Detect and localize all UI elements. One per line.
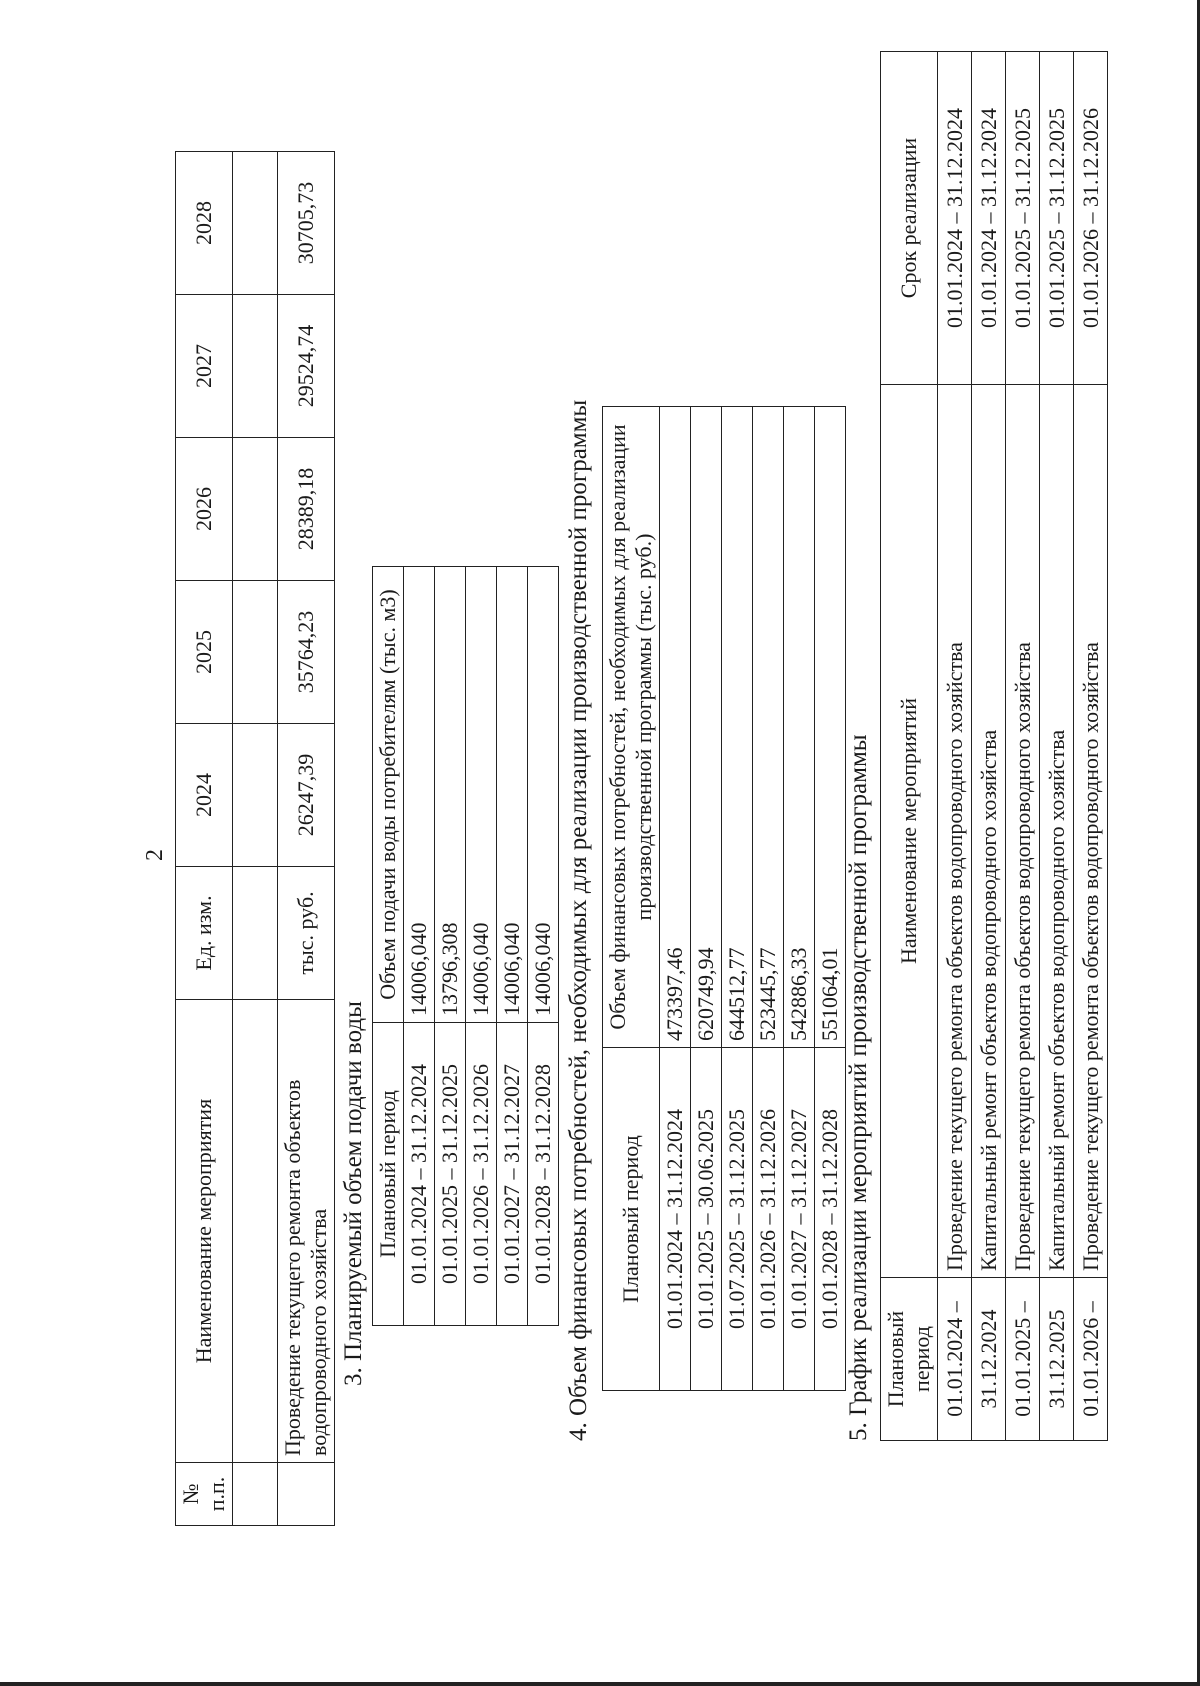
col-planned-period: Плановый период xyxy=(603,1048,660,1391)
table-row: 01.01.2025 – 30.06.2025 620749,94 xyxy=(691,407,722,1391)
activities-table xyxy=(175,151,335,1526)
table-row: 01.01.2025 – 31.12.2025 13796,308 xyxy=(435,567,466,1326)
water-supply-header-row xyxy=(373,567,404,1326)
value-2024: 26247,39 xyxy=(278,724,335,867)
table-row: 01.01.2028 – 31.12.2028 14006,040 xyxy=(528,567,559,1326)
value-2025: 35764,23 xyxy=(278,581,335,724)
table-row: 01.01.2028 – 31.12.2028 551064,01 xyxy=(815,407,846,1391)
water-supply-table xyxy=(372,566,559,1326)
period-start: 01.01.2026 – xyxy=(1074,1278,1108,1441)
page-number: 2 xyxy=(142,849,168,861)
value-2028: 30705,73 xyxy=(278,152,335,295)
table-row: 01.01.2025 – Проведение текущего ремонта объектов водопроводного хозяйства 01.01.2025 – 31.12.2025 xyxy=(1006,52,1040,1441)
col-year-2024: 2024 xyxy=(176,724,233,867)
activities-spacer-row xyxy=(233,152,278,1526)
col-year-2028: 2028 xyxy=(176,152,233,295)
table-row: 01.01.2026 – 31.12.2026 14006,040 xyxy=(466,567,497,1326)
table-row: 31.12.2024 Капитальный ремонт объектов водопроводного хозяйства 01.01.2024 – 31.12.2024 xyxy=(972,52,1006,1441)
table-row: 01.01.2027 – 31.12.2027 542886,33 xyxy=(784,407,815,1391)
schedule-table xyxy=(880,51,1108,1441)
value-2026: 28389,18 xyxy=(278,438,335,581)
section-5-title: 5. График реализации мероприятий производственной программы xyxy=(845,734,872,1441)
financial-needs-table xyxy=(602,406,846,1391)
table-row: 01.01.2024 – 31.12.2024 14006,040 xyxy=(404,567,435,1326)
col-planned-period: Плановый период xyxy=(881,1278,938,1441)
col-financial-volume: Объем финансовых потребностей, необходимых для реализации производственной программы (тыс. руб.) xyxy=(603,407,660,1048)
period-end: 31.12.2025 xyxy=(1040,1278,1074,1441)
activity-unit: тыс. руб. xyxy=(278,867,335,1000)
col-year-2026: 2026 xyxy=(176,438,233,581)
period-start: 01.01.2024 – xyxy=(938,1278,972,1441)
table-row: 01.07.2025 – 31.12.2025 644512,77 xyxy=(722,407,753,1391)
section-3-title: 3. Планируемый объем подачи воды xyxy=(340,1001,367,1386)
activity-name: Проведение текущего ремонта объектов водопроводного хозяйства xyxy=(278,1000,335,1463)
col-supply-volume: Объем подачи воды потребителям (тыс. м3) xyxy=(373,567,404,1023)
table-row: 01.01.2027 – 31.12.2027 14006,040 xyxy=(497,567,528,1326)
col-activity-name: Наименование мероприятия xyxy=(176,1000,233,1463)
col-term: Срок реализации xyxy=(881,52,938,385)
col-year-2025: 2025 xyxy=(176,581,233,724)
section-4-title: 4. Объем финансовых потребностей, необходимых для реализации производственной программы xyxy=(565,399,592,1441)
table-row xyxy=(278,152,335,1526)
activities-header-row xyxy=(176,152,233,1526)
col-activities: Наименование мероприятий xyxy=(881,385,938,1278)
table-row: 01.01.2024 – 31.12.2024 473397,46 xyxy=(660,407,691,1391)
col-unit: Ед. изм. xyxy=(176,867,233,1000)
period-end: 31.12.2024 xyxy=(972,1278,1006,1441)
table-row: 01.01.2026 – 31.12.2026 523445,77 xyxy=(753,407,784,1391)
col-number: № п.п. xyxy=(176,1463,233,1526)
financial-needs-header-row xyxy=(603,407,660,1391)
value-2027: 29524,74 xyxy=(278,295,335,438)
period-start: 01.01.2025 – xyxy=(1006,1278,1040,1441)
col-planned-period: Плановый период xyxy=(373,1023,404,1326)
table-row: 01.01.2024 – Проведение текущего ремонта объектов водопроводного хозяйства 01.01.2024 – 31.12.2024 xyxy=(938,52,972,1441)
table-row: 31.12.2025 Капитальный ремонт объектов водопроводного хозяйства 01.01.2025 – 31.12.2025 xyxy=(1040,52,1074,1441)
table-row: 01.01.2026 – Проведение текущего ремонта объектов водопроводного хозяйства 01.01.2026 – 31.12.2026 xyxy=(1074,52,1108,1441)
schedule-header-row xyxy=(881,52,938,1441)
col-year-2027: 2027 xyxy=(176,295,233,438)
